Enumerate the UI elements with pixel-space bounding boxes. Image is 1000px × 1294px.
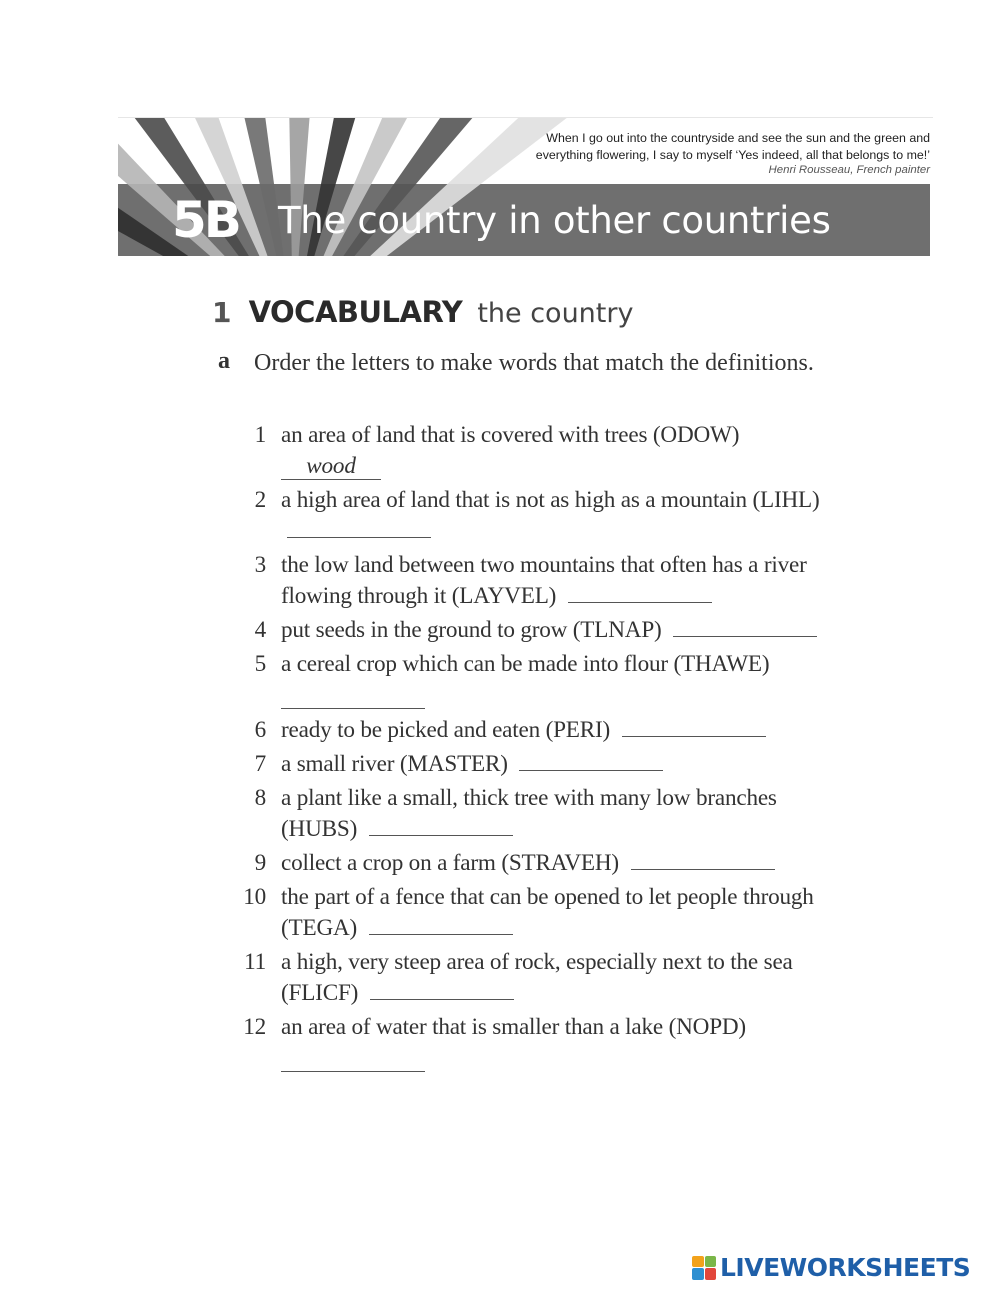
exercise-item-8 xyxy=(232,783,852,845)
exercise-item-4 xyxy=(232,615,852,646)
exercise-item-5 xyxy=(232,649,852,709)
item-number: 4 xyxy=(254,617,266,643)
item-text: a high area of land that is not as high as a mountain (LIHL) xyxy=(281,487,820,513)
section-subtitle: the country xyxy=(477,298,634,329)
item-number: 10 xyxy=(243,884,266,910)
exercise-items xyxy=(232,420,852,1075)
item-text: put seeds in the ground to grow (TLNAP) xyxy=(281,617,662,643)
section-title: VOCABULARY xyxy=(248,295,463,329)
item-text: collect a crop on a farm (STRAVEH) xyxy=(281,850,619,876)
exercise-item-11 xyxy=(232,947,852,1009)
logo-square-icon xyxy=(692,1256,704,1268)
page-title: The country in other countries xyxy=(278,199,831,242)
section-number: 1 xyxy=(212,296,232,329)
item-number: 2 xyxy=(254,487,266,513)
logo-text: LIVEWORKSHEETS xyxy=(720,1253,971,1282)
quote-line-1: When I go out into the countryside and see the sun and the green and xyxy=(546,131,930,145)
answer-field-9[interactable] xyxy=(631,849,775,870)
liveworksheets-logo xyxy=(692,1253,970,1282)
item-text: an area of land that is covered with trees (ODOW) xyxy=(281,422,740,448)
exercise-item-12 xyxy=(232,1012,852,1072)
item-number: 5 xyxy=(254,651,266,677)
item-number: 6 xyxy=(254,717,266,743)
quote-line-2: everything flowering, I say to myself ‘Yes indeed, all that belongs to me!’ xyxy=(535,148,930,162)
exercise-item-10 xyxy=(232,882,852,944)
header-quote xyxy=(450,130,930,164)
item-text: the part of a fence that can be opened to let people through (TEGA) xyxy=(281,884,814,941)
quote-author: Henri Rousseau, French painter xyxy=(768,164,930,176)
exercise-letter: a xyxy=(218,348,230,374)
answer-field-5[interactable] xyxy=(281,680,425,709)
item-number: 12 xyxy=(243,1014,266,1040)
item-number: 8 xyxy=(254,785,266,811)
exercise-item-7 xyxy=(232,749,852,780)
answer-field-2[interactable] xyxy=(287,517,431,538)
item-number: 1 xyxy=(254,422,266,448)
item-text: a plant like a small, thick tree with many low branches (HUBS) xyxy=(281,785,777,842)
answer-field-3[interactable] xyxy=(568,582,712,603)
item-number: 3 xyxy=(254,552,266,578)
item-text: a cereal crop which can be made into flour (THAWE) xyxy=(281,651,770,677)
item-number: 9 xyxy=(254,850,266,876)
unit-code: 5B xyxy=(172,191,239,249)
section-heading xyxy=(212,292,633,337)
answer-field-1[interactable]: wood xyxy=(281,453,381,480)
logo-badge-icon xyxy=(692,1256,716,1280)
exercise-instruction: Order the letters to make words that match the definitions. xyxy=(254,350,814,376)
answer-field-6[interactable] xyxy=(622,716,766,737)
item-text: ready to be picked and eaten (PERI) xyxy=(281,717,611,743)
item-text: a small river (MASTER) xyxy=(281,751,508,777)
item-text: an area of water that is smaller than a lake (NOPD) xyxy=(281,1014,746,1040)
exercise-item-6 xyxy=(232,715,852,746)
answer-field-12[interactable] xyxy=(281,1043,425,1072)
answer-field-10[interactable] xyxy=(369,914,513,935)
logo-square-icon xyxy=(692,1268,704,1280)
item-text: a high, very steep area of rock, especially next to the sea (FLICF) xyxy=(281,949,793,1006)
item-number: 7 xyxy=(254,751,266,777)
answer-field-11[interactable] xyxy=(370,979,514,1000)
answer-field-7[interactable] xyxy=(519,750,663,771)
logo-square-icon xyxy=(705,1268,717,1280)
exercise-item-9 xyxy=(232,848,852,879)
exercise-item-3 xyxy=(232,550,852,612)
item-text: the low land between two mountains that often has a river flowing through it (LAYVEL) xyxy=(281,552,807,609)
answer-field-4[interactable] xyxy=(673,616,817,637)
item-number: 11 xyxy=(244,949,266,975)
logo-square-icon xyxy=(705,1256,717,1268)
answer-field-8[interactable] xyxy=(369,815,513,836)
exercise-item-1 xyxy=(232,420,852,482)
exercise-item-2 xyxy=(232,485,852,547)
